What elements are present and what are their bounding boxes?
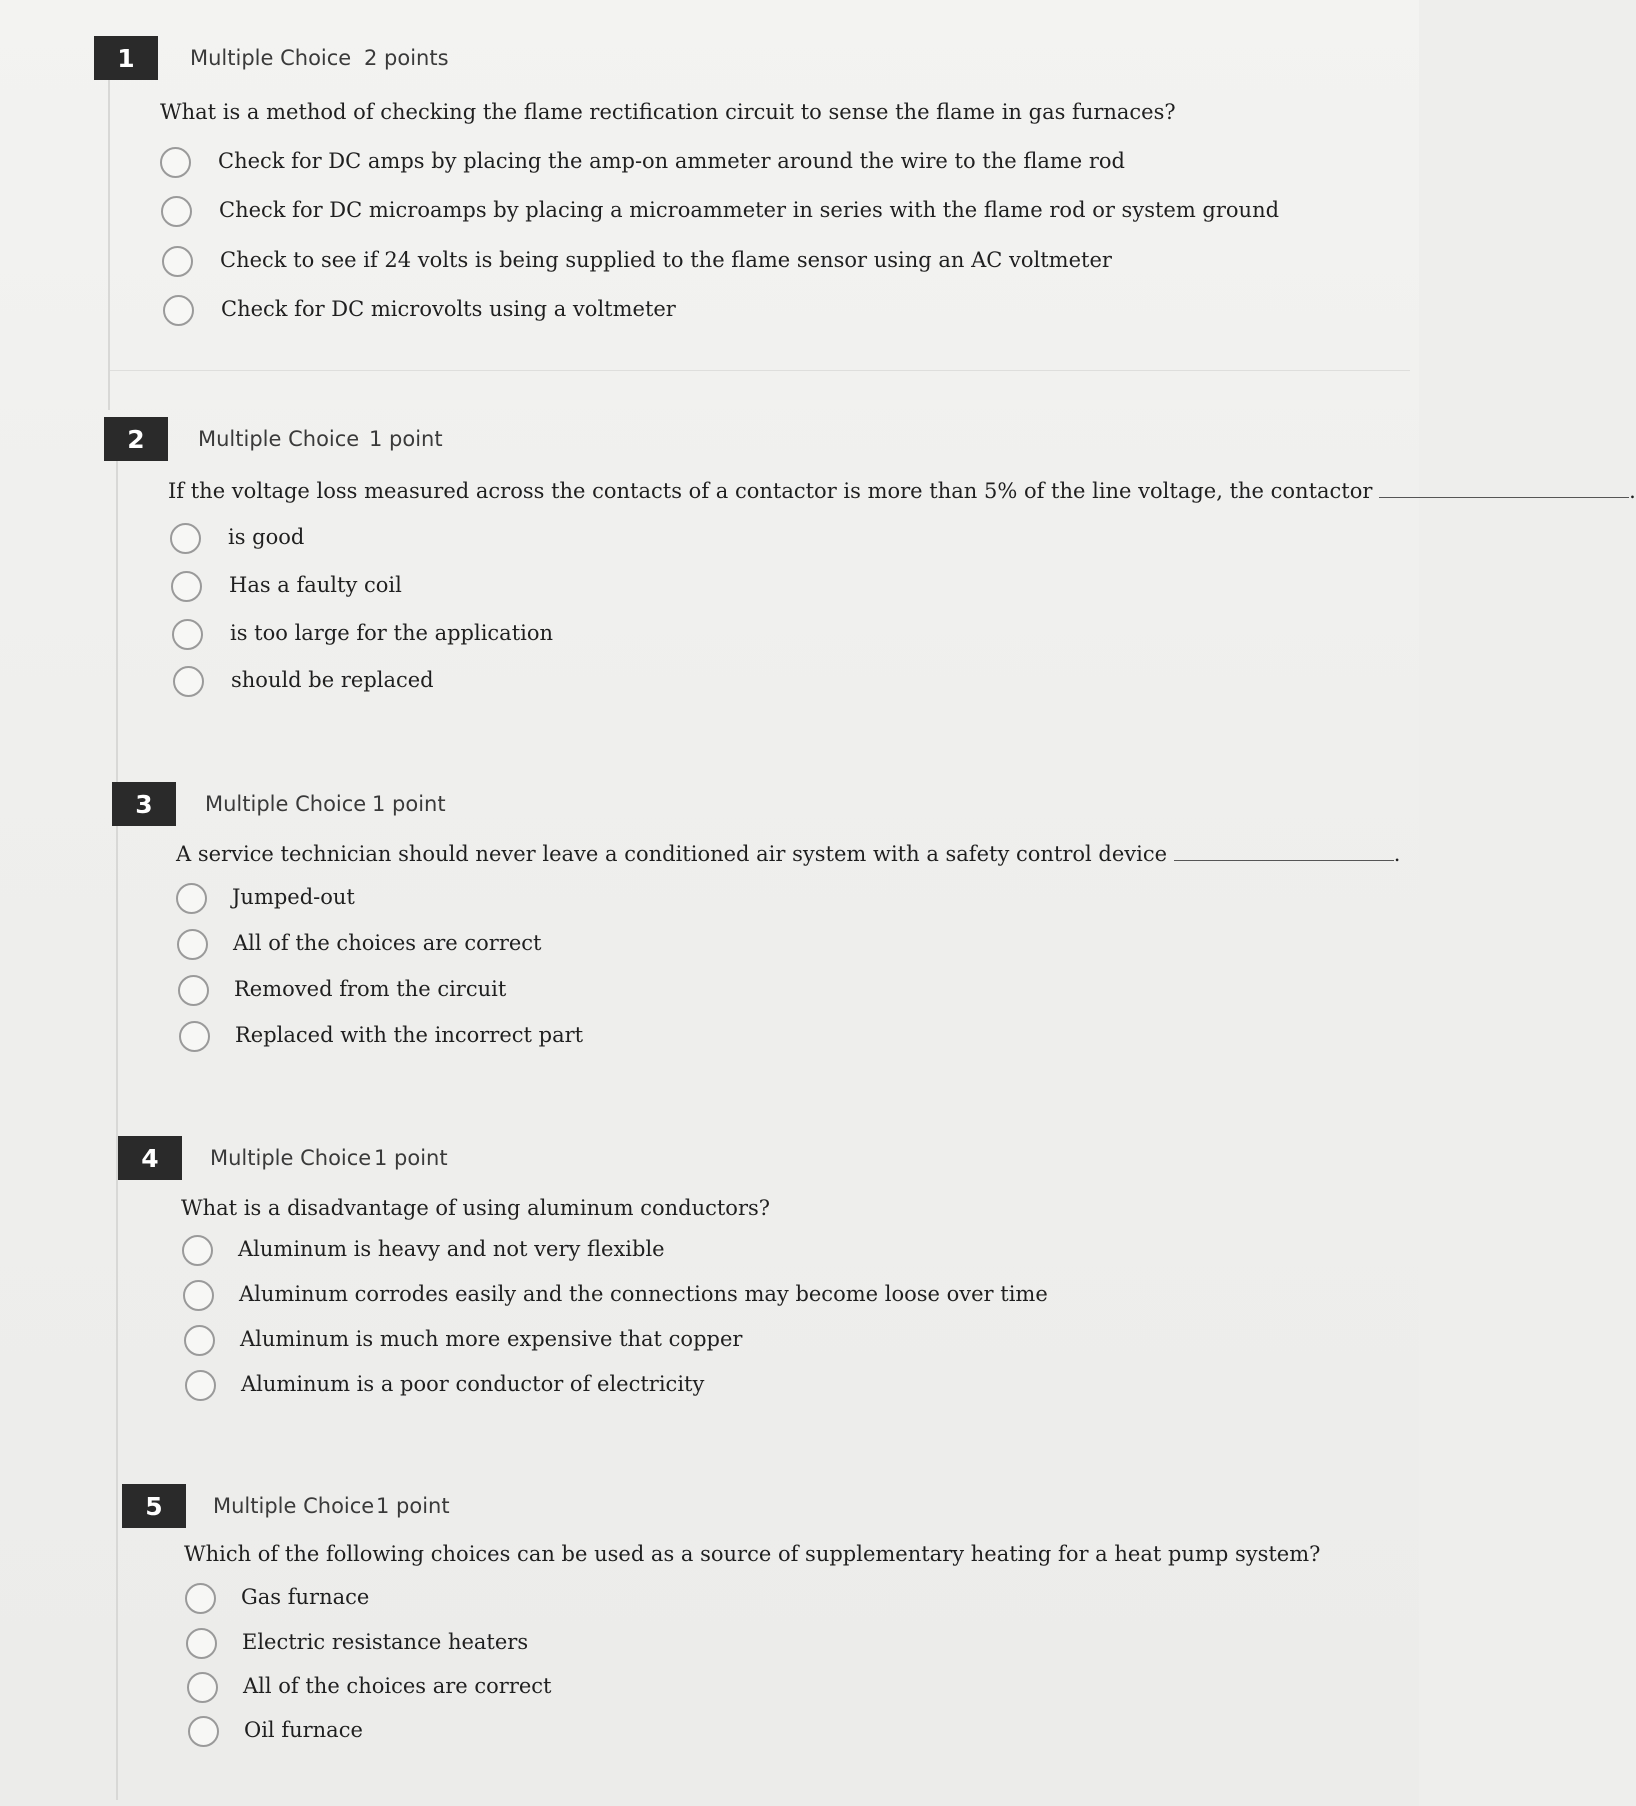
answer-option[interactable] [186,1626,529,1660]
question-2 [104,417,1636,697]
radio-button[interactable] [184,1325,215,1356]
answer-option[interactable] [176,881,355,915]
question-type: Multiple Choice [198,427,360,451]
radio-button[interactable] [173,666,204,697]
question-text-body: A service technician should never leave a conditioned air system with a safety control device [176,842,1168,866]
question-type: Multiple Choice [190,46,352,70]
answer-option[interactable] [179,1019,584,1053]
option-label: Has a faulty coil [229,573,402,597]
question-header [104,417,1414,461]
answer-option[interactable] [161,194,1280,228]
radio-button[interactable] [161,196,192,227]
question-text: What is a disadvantage of using aluminum conductors? [181,1196,771,1220]
option-label: All of the choices are correct [243,1674,552,1698]
question-number: 4 [118,1136,182,1180]
option-label: Check to see if 24 volts is being supplied to the flame sensor using an AC voltmeter [220,248,1112,272]
option-label: Aluminum corrodes easily and the connections may become loose over time [239,1282,1048,1306]
option-label: Gas furnace [241,1585,370,1609]
question-number: 5 [122,1484,186,1528]
answer-option[interactable] [171,569,402,603]
answer-option[interactable] [183,1278,1048,1312]
question-text [168,479,1636,503]
answer-option[interactable] [172,617,554,651]
question-number: 3 [112,782,176,826]
radio-button[interactable] [183,1280,214,1311]
radio-button[interactable] [170,523,201,554]
option-label: should be replaced [231,668,434,692]
question-text-end: . [1629,479,1636,503]
option-label: is too large for the application [230,621,554,645]
radio-button[interactable] [162,246,193,277]
question-number: 1 [94,36,158,80]
question-3 [112,782,1412,1052]
question-header [112,782,1412,826]
option-label: Check for DC amps by placing the amp-on ammeter around the wire to the flame rod [218,149,1125,173]
radio-button[interactable] [185,1583,216,1614]
option-label: Removed from the circuit [234,977,507,1001]
question-text-body: If the voltage loss measured across the contacts of a contactor is more than 5% of the line voltage, the contactor [168,479,1373,503]
radio-button[interactable] [176,883,207,914]
question-points: 1 point [369,427,443,451]
question-number: 2 [104,417,168,461]
question-text-end: . [1393,842,1401,866]
question-type: Multiple Choice [210,1146,372,1170]
answer-option[interactable] [177,927,542,961]
radio-button[interactable] [188,1716,219,1747]
question-type: Multiple Choice [205,792,367,816]
question-points: 1 point [376,1494,450,1518]
answer-blank [1174,843,1394,861]
radio-button[interactable] [182,1235,213,1266]
answer-option[interactable] [184,1323,743,1357]
option-label: Check for DC microvolts using a voltmeter [221,297,676,321]
radio-button[interactable] [187,1672,218,1703]
question-1 [94,36,1394,336]
radio-button[interactable] [160,147,191,178]
radio-button[interactable] [172,619,203,650]
answer-option[interactable] [188,1714,363,1748]
question-points: 1 point [374,1146,448,1170]
radio-button[interactable] [186,1628,217,1659]
answer-option[interactable] [178,973,507,1007]
radio-button[interactable] [185,1370,216,1401]
question-text: What is a method of checking the flame rectification circuit to sense the flame in gas furnaces? [160,100,1176,124]
option-label: is good [228,525,305,549]
radio-button[interactable] [171,571,202,602]
answer-option[interactable] [187,1670,552,1704]
answer-option[interactable] [162,244,1112,278]
answer-option[interactable] [163,293,676,327]
option-label: All of the choices are correct [233,931,542,955]
question-text: Which of the following choices can be used as a source of supplementary heating for a heat pump system? [184,1542,1321,1566]
option-label: Aluminum is heavy and not very flexible [238,1237,665,1261]
answer-option[interactable] [160,145,1125,179]
radio-button[interactable] [178,975,209,1006]
question-points: 2 points [364,46,449,70]
option-label: Aluminum is much more expensive that copper [240,1327,743,1351]
divider [110,370,1410,371]
radio-button[interactable] [177,929,208,960]
answer-option[interactable] [185,1368,705,1402]
question-header [94,36,1394,80]
question-type: Multiple Choice [213,1494,375,1518]
question-header [122,1484,1402,1528]
answer-option[interactable] [182,1233,665,1267]
answer-option[interactable] [185,1581,370,1615]
question-5 [122,1484,1402,1764]
option-label: Electric resistance heaters [242,1630,529,1654]
option-label: Oil furnace [244,1718,363,1742]
option-label: Jumped-out [232,885,355,909]
radio-button[interactable] [179,1021,210,1052]
option-label: Aluminum is a poor conductor of electricity [241,1372,705,1396]
question-header [118,1136,1408,1180]
answer-option[interactable] [170,521,305,555]
answer-blank [1379,480,1629,498]
question-points: 1 point [372,792,446,816]
option-label: Replaced with the incorrect part [235,1023,584,1047]
radio-button[interactable] [163,295,194,326]
question-4 [118,1136,1408,1406]
option-label: Check for DC microamps by placing a microammeter in series with the flame rod or system ground [219,198,1280,222]
answer-option[interactable] [173,664,434,698]
question-text [176,842,1400,866]
